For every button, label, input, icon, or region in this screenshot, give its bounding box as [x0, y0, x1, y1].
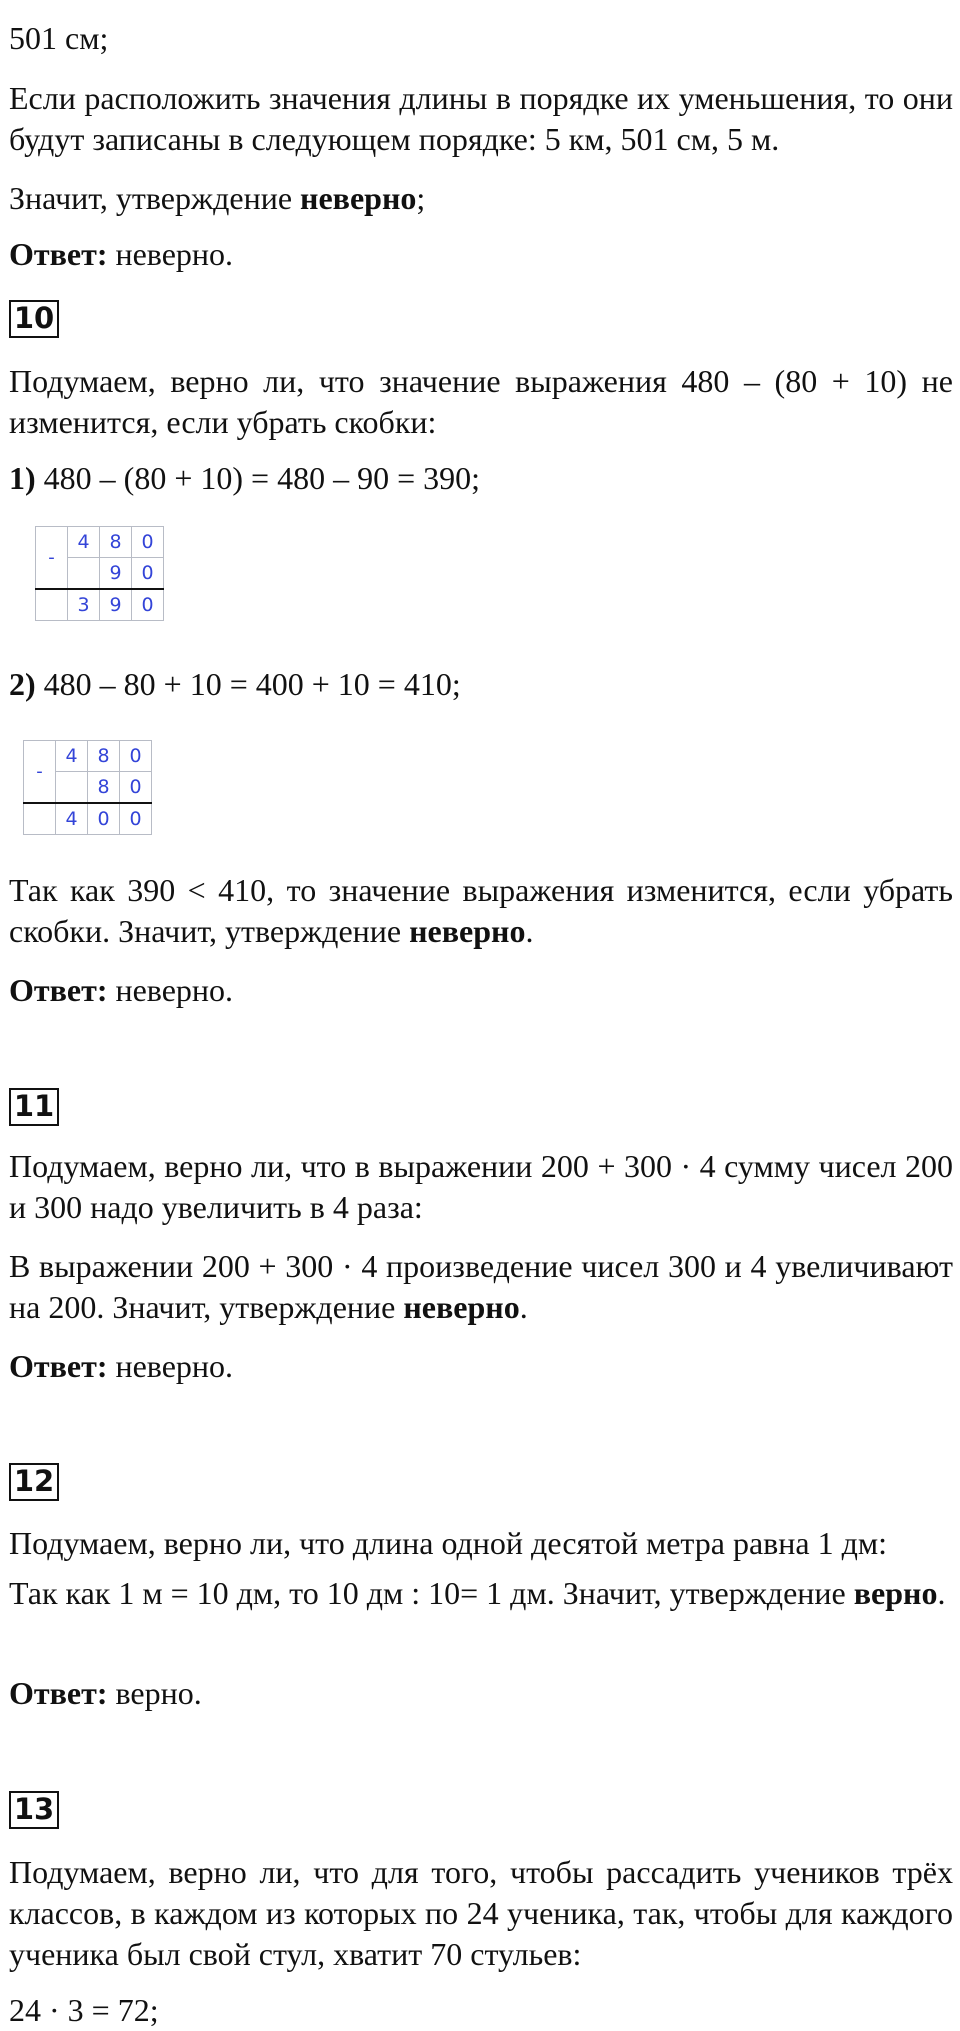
solution-step: 1) 480 – (80 + 10) = 480 – 90 = 390; [9, 460, 480, 496]
empty-cell [36, 589, 68, 621]
answer: Ответ: неверно. [9, 972, 234, 1008]
digit-cell: 0 [120, 772, 152, 804]
digit-cell: 9 [100, 558, 132, 590]
empty-cell [24, 803, 56, 835]
result-digit-cell: 0 [120, 803, 152, 835]
task-question: Подумаем, верно ли, что для того, чтобы рассадить учеников трёх классов, в каждом из которых по 24 ученика, так, чтобы для каждого ученика был свой стул, хватит 70 стульев: [9, 1854, 953, 1972]
digit-cell: 8 [88, 772, 120, 804]
conclusion: Так как 390 < 410, то значение выражения изменится, если убрать скобки. Значит, утверждение неверно. [9, 872, 953, 949]
result-digit-cell: 0 [132, 589, 164, 621]
result-digit-cell: 0 [88, 803, 120, 835]
column-subtraction-grid [23, 740, 152, 835]
result-digit-cell: 9 [100, 589, 132, 621]
answer: Ответ: неверно. [9, 236, 234, 272]
task-number-badge: 13 [9, 1791, 59, 1829]
paragraph: Если расположить значения длины в порядке их уменьшения, то они будут записаны в следующем порядке: 5 км, 501 см, 5 м. [9, 80, 953, 157]
task-question: Подумаем, верно ли, что значение выражения 480 – (80 + 10) не изменится, если убрать скобки: [9, 363, 953, 440]
task-number-badge: 10 [9, 300, 59, 338]
digit-cell: 4 [56, 741, 88, 772]
task-question: Подумаем, верно ли, что длина одной десятой метра равна 1 дм: [9, 1525, 888, 1561]
digit-cell: 4 [68, 527, 100, 558]
column-subtraction-grid [35, 526, 164, 621]
task-question: Подумаем, верно ли, что в выражении 200 + 300 · 4 сумму чисел 200 и 300 надо увеличить в 4 раза: [9, 1148, 953, 1225]
digit-cell: 8 [88, 741, 120, 772]
digit-cell: 0 [120, 741, 152, 772]
solution-step: 2) 480 – 80 + 10 = 400 + 10 = 410; [9, 666, 461, 702]
digit-cell [68, 558, 100, 590]
text-line: 501 см; [9, 20, 109, 56]
digit-cell: 0 [132, 527, 164, 558]
minus-sign: - [36, 527, 68, 590]
conclusion: Значит, утверждение неверно; [9, 180, 426, 216]
task-number-badge: 12 [9, 1463, 59, 1501]
conclusion: Так как 1 м = 10 дм, то 10 дм : 10= 1 дм. Значит, утверждение верно. [9, 1575, 946, 1611]
digit-cell: 0 [132, 558, 164, 590]
minus-sign: - [24, 741, 56, 804]
result-digit-cell: 3 [68, 589, 100, 621]
task-number-badge: 11 [9, 1088, 59, 1126]
solution-step: 24 · 3 = 72; [9, 1992, 159, 2028]
digit-cell: 8 [100, 527, 132, 558]
digit-cell [56, 772, 88, 804]
answer: Ответ: верно. [9, 1675, 202, 1711]
answer: Ответ: неверно. [9, 1348, 234, 1384]
conclusion: В выражении 200 + 300 · 4 произведение чисел 300 и 4 увеличивают на 200. Значит, утверждение неверно. [9, 1248, 953, 1325]
result-digit-cell: 4 [56, 803, 88, 835]
